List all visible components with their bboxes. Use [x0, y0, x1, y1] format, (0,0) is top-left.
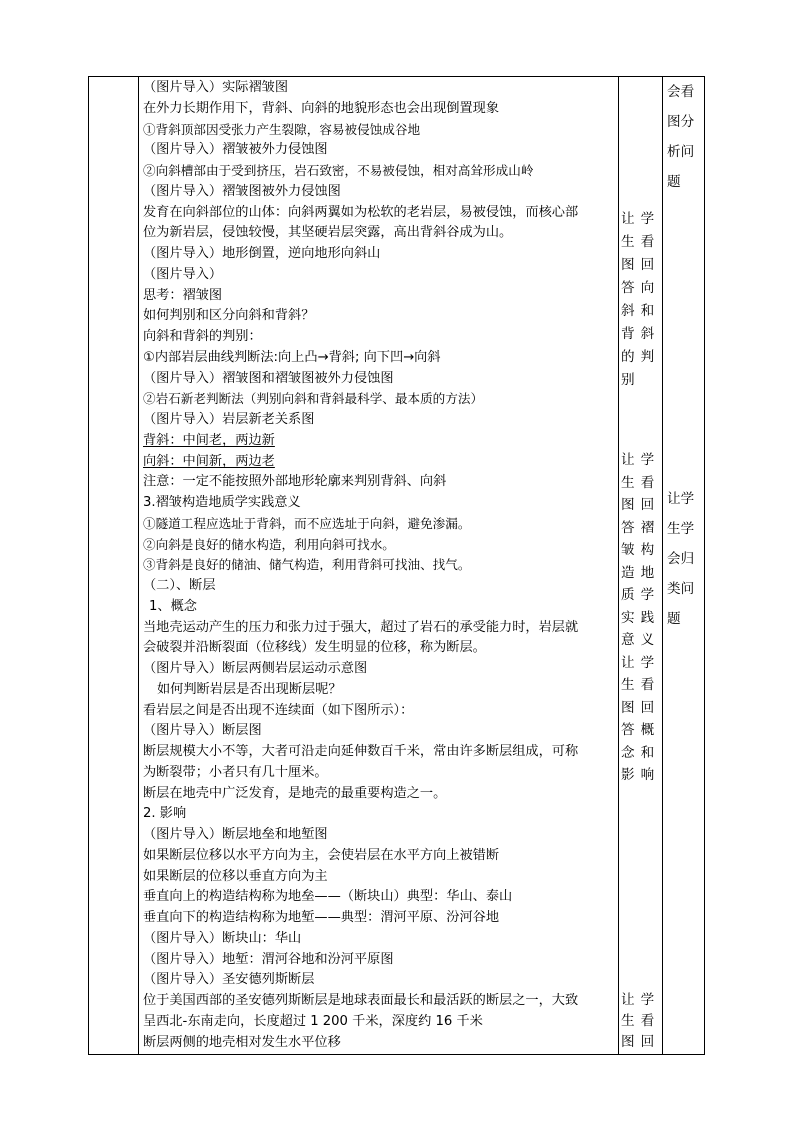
activity-line: 的判: [621, 349, 661, 365]
activity-line: 图回: [621, 257, 661, 273]
student-activity-block-2: [621, 449, 663, 787]
activity-line: 生看: [621, 234, 661, 250]
content-line: （图片导入）断层地垒和地堑图: [143, 827, 328, 842]
content-line: 如果断层的位移以垂直方向为主: [143, 868, 328, 884]
activity-line: 让学: [621, 452, 661, 468]
table-border-left: [88, 76, 89, 1055]
content-line: ②向斜是良好的储水构造，利用向斜可找水。: [143, 536, 395, 552]
activity-line: 生看: [621, 474, 661, 491]
activity-line: 让学: [621, 654, 661, 671]
intent-line: 题: [667, 611, 681, 627]
content-line: ①背斜顶部因受张力产生裂隙，容易被侵蚀成谷地: [143, 121, 421, 137]
content-line: 垂直向下的构造结构称为地堑——典型：渭河平原、汾河谷地: [143, 910, 500, 925]
activity-line: 让学: [621, 992, 661, 1008]
activity-line: 意义: [621, 632, 661, 648]
content-line: 断层在地壳中广泛发育，是地壳的最重要构造之一。: [143, 785, 447, 801]
table-border-top: [88, 76, 704, 77]
table-border-bottom: [88, 1054, 704, 1055]
content-line: ①隧道工程应选址于背斜，而不应选址于向斜，避免渗漏。: [143, 515, 471, 531]
activity-line: 图回: [621, 1034, 661, 1050]
activity-line: 别: [621, 372, 641, 388]
content-line: 位为新岩层，侵蚀较慢，其坚硬岩层突露，高出背斜谷成为山。: [143, 225, 513, 241]
student-activity-block-1: [621, 208, 663, 392]
content-line: （图片导入）褶皱图和褶皱图被外力侵蚀图: [143, 370, 394, 386]
content-line: 为断裂带；小者只有几十厘米。: [143, 764, 328, 780]
intent-line: 题: [667, 174, 681, 190]
activity-line: 背斜: [621, 326, 661, 342]
content-line: （图片导入）褶皱图被外力侵蚀图: [143, 183, 341, 199]
activity-line: 质学: [621, 587, 661, 603]
content-line: （图片导入）: [143, 266, 223, 282]
intent-line: 会看: [667, 84, 695, 100]
student-activity-block-3: [621, 990, 663, 1053]
content-line: （图片导入）岩层新老关系图: [143, 412, 315, 427]
content-line: 向斜和背斜的判别：: [143, 329, 262, 344]
content-line: （图片导入）圣安德列斯断层: [143, 972, 315, 988]
activity-line: 答褶: [621, 519, 661, 536]
content-line: 如何判断岩层是否出现断层呢？: [157, 681, 342, 697]
content-line: 会破裂并沿断裂面（位移线）发生明显的位移，称为断层。: [143, 640, 486, 656]
intent-line: 析问: [667, 144, 695, 160]
content-line: （图片导入）实际褶皱图: [143, 80, 289, 95]
activity-line: 斜和: [621, 303, 661, 319]
content-line: （图片导入）褶皱被外力侵蚀图: [143, 142, 328, 158]
intent-line: 图分: [667, 114, 695, 130]
content-line: ③背斜是良好的储油、储气构造，利用背斜可找油、找气。: [143, 557, 471, 573]
content-line: 断层规模大小不等，大者可沿走向延伸数百千米，常由许多断层组成，可称: [143, 744, 579, 759]
activity-line: 答向: [621, 280, 661, 296]
activity-line: 生看: [621, 1013, 661, 1029]
activity-line: 影响: [621, 767, 661, 783]
activity-line: 实践: [621, 609, 661, 626]
subsection-heading: 2. 影响: [143, 806, 187, 822]
intent-line: 让学: [667, 491, 695, 507]
content-line: 3.褶皱构造地质学实践意义: [143, 495, 301, 510]
content-line: 断层两侧的地壳相对发生水平位移: [143, 1034, 341, 1050]
content-line-underlined: 背斜：中间老，两边新: [143, 432, 275, 448]
content-line: 在外力长期作用下，背斜、向斜的地貌形态也会出现倒置现象: [143, 100, 500, 116]
design-intent-block-1: [667, 77, 703, 197]
content-line-underlined: 向斜：中间新，两边老: [143, 453, 275, 469]
activity-line: 答概: [621, 722, 661, 738]
activity-line: 皱构: [621, 542, 661, 558]
activity-line: 图回: [621, 497, 661, 513]
content-line: 呈西北-东南走向，长度超过 1 200 千米，深度约 16 千米: [143, 1013, 483, 1029]
table-border-right: [704, 76, 705, 1055]
activity-line: 生看: [621, 677, 661, 693]
teaching-content-cell: [143, 78, 617, 1053]
content-line: 如何判别和区分向斜和背斜？: [143, 308, 315, 324]
intent-line: 类问: [667, 581, 695, 597]
content-line: （图片导入）断层图: [143, 723, 262, 739]
intent-line: 会归: [667, 551, 695, 567]
content-line: 发育在向斜部位的山体：向斜两翼如为松软的老岩层，易被侵蚀，而核心部: [143, 204, 579, 220]
content-line: 看岩层之间是否出现不连续面（如下图所示）：: [143, 702, 414, 718]
section-heading: （二）、断层: [143, 578, 216, 593]
content-line: 如果断层位移以水平方向为主，会使岩层在水平方向上被错断: [143, 847, 500, 863]
content-line: 位于美国西部的圣安德列斯断层是地球表面最长和最活跃的断层之一，大致: [143, 993, 579, 1008]
content-line: 注意：一定不能按照外部地形轮廓来判别背斜、向斜: [143, 474, 447, 490]
content-line: 垂直向上的构造结构称为地垒——（断块山）典型：华山、泰山: [143, 889, 513, 905]
activity-line: 念和: [621, 744, 661, 761]
activity-line: 让学: [621, 211, 661, 227]
table-divider-2: [618, 76, 619, 1055]
content-line: （图片导入）地形倒置，逆向地形向斜山: [143, 246, 381, 261]
content-line: ②岩石新老判断法（判别向斜和背斜最科学、最本质的方法）: [143, 391, 484, 407]
design-intent-block-2: [667, 484, 703, 634]
content-line: ②向斜槽部由于受到挤压，岩石致密，不易被侵蚀，相对高耸形成山岭: [143, 163, 534, 178]
intent-line: 生学: [667, 521, 695, 537]
content-line: （图片导入）断块山：华山: [143, 930, 302, 946]
content-line: （图片导入）地堑：渭河谷地和汾河平原图: [143, 951, 394, 967]
activity-line: 造地: [621, 564, 661, 581]
content-line: 思考：褶皱图: [143, 287, 223, 303]
content-line: ①内部岩层曲线判断法:向上凸→背斜; 向下凹→向斜: [143, 349, 441, 365]
table-divider-1: [138, 76, 139, 1055]
content-line: （图片导入）断层两侧岩层运动示意图: [143, 661, 368, 676]
subsection-heading: 1、概念: [149, 598, 197, 614]
content-line: 当地壳运动产生的压力和张力过于强大，超过了岩石的承受能力时，岩层就: [143, 619, 579, 635]
activity-line: 图回: [621, 699, 661, 716]
